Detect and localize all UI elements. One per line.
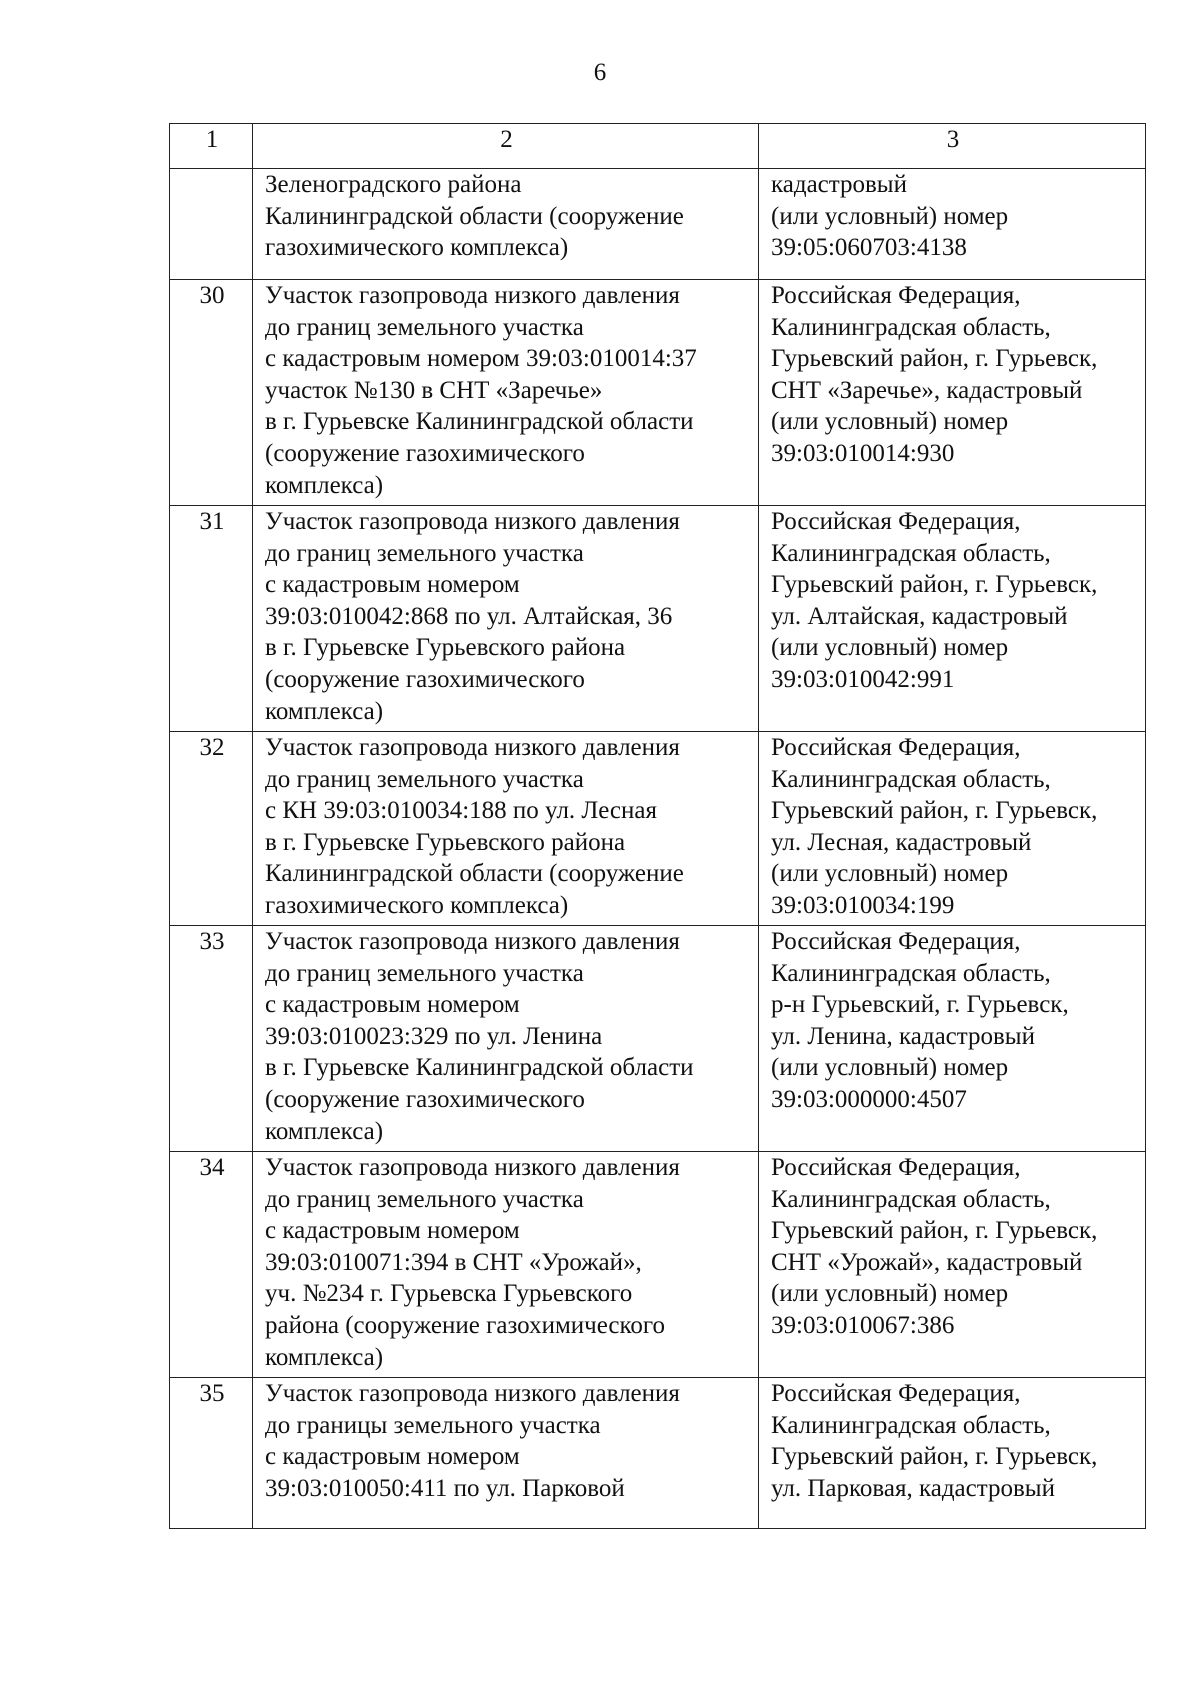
table-row	[170, 280, 1146, 506]
text-line: до границ земельного участка	[265, 313, 584, 341]
object-description	[253, 1152, 759, 1378]
text-line: в г. Гурьевске Гурьевского района	[265, 828, 626, 856]
text-line: Гурьевский район, г. Гурьевск,	[771, 1443, 1098, 1471]
text-line: (сооружение газохимического	[265, 1085, 585, 1113]
text-line: Российская Федерация,	[771, 928, 1021, 955]
row-number: 30	[170, 280, 253, 506]
text-line: с кадастровым номером 39:03:010014:37	[265, 345, 697, 373]
row-number: 33	[170, 926, 253, 1152]
text-line: Калининградская область,	[771, 1185, 1051, 1213]
text-line: 39:03:010071:394 в СНТ «Урожай»,	[265, 1248, 642, 1276]
row-number: 34	[170, 1152, 253, 1378]
text-line: (или условный) номер	[771, 1054, 1009, 1082]
object-address	[759, 1152, 1146, 1378]
text-line: с кадастровым номером	[265, 991, 520, 1019]
text-line: в г. Гурьевске Калининградской области	[265, 408, 694, 436]
text-line: 39:03:010042:991	[771, 665, 955, 693]
text-line: Участок газопровода низкого давления	[265, 1380, 680, 1407]
text-line: (или условный) номер	[771, 1280, 1009, 1308]
text-line: (сооружение газохимического	[265, 439, 585, 467]
object-description	[253, 506, 759, 732]
text-line: Калининградской области (сооружение	[265, 860, 684, 888]
text-line: Гурьевский район, г. Гурьевск,	[771, 797, 1098, 825]
text-line: газохимического комплекса)	[265, 234, 569, 262]
text-line: Гурьевский район, г. Гурьевск,	[771, 345, 1098, 373]
row-number: 32	[170, 732, 253, 926]
text-line: в г. Гурьевске Гурьевского района	[265, 634, 626, 662]
table-row	[170, 506, 1146, 732]
text-line: Российская Федерация,	[771, 282, 1021, 309]
text-line: комплекса)	[265, 1117, 384, 1145]
text-line: до границ земельного участка	[265, 765, 584, 793]
text-line: до границ земельного участка	[265, 1185, 584, 1213]
text-line: Гурьевский район, г. Гурьевск,	[771, 1217, 1098, 1245]
text-line: 39:03:010023:329 по ул. Ленина	[265, 1022, 603, 1050]
text-line: ул. Алтайская, кадастровый	[771, 602, 1068, 630]
table-header-row	[170, 124, 1146, 169]
text-line: комплекса)	[265, 1343, 384, 1371]
text-line: 39:03:010034:199	[771, 891, 955, 919]
object-address	[759, 169, 1146, 280]
text-line: р-н Гурьевский, г. Гурьевск,	[771, 991, 1069, 1019]
text-line: (или условный) номер	[771, 634, 1009, 662]
table-row	[170, 1152, 1146, 1378]
text-line: ул. Парковая, кадастровый	[771, 1474, 1055, 1502]
row-number: 35	[170, 1378, 253, 1529]
text-line: ул. Ленина, кадастровый	[771, 1022, 1035, 1050]
text-line: СНТ «Заречье», кадастровый	[771, 376, 1083, 404]
text-line: Участок газопровода низкого давления	[265, 282, 680, 309]
text-line: Участок газопровода низкого давления	[265, 734, 680, 761]
text-line: Участок газопровода низкого давления	[265, 928, 680, 955]
text-line: ул. Лесная, кадастровый	[771, 828, 1032, 856]
object-address	[759, 280, 1146, 506]
object-description	[253, 1378, 759, 1529]
text-line: до границ земельного участка	[265, 959, 584, 987]
page-number: 6	[593, 59, 607, 86]
text-line: Российская Федерация,	[771, 508, 1021, 535]
object-description	[253, 280, 759, 506]
text-line: в г. Гурьевске Калининградской области	[265, 1054, 694, 1082]
text-line: 39:03:000000:4507	[771, 1085, 967, 1113]
text-line: Калининградская область,	[771, 765, 1051, 793]
text-line: с кадастровым номером	[265, 571, 520, 599]
text-line: Российская Федерация,	[771, 1380, 1021, 1407]
text-line: уч. №234 г. Гурьевска Гурьевского	[265, 1280, 633, 1308]
text-line: (или условный) номер	[771, 202, 1009, 230]
text-line: кадастровый	[771, 171, 907, 198]
text-line: 39:03:010014:930	[771, 439, 955, 467]
text-line: Российская Федерация,	[771, 1154, 1021, 1181]
property-table	[169, 123, 1146, 1529]
table-row	[170, 732, 1146, 926]
text-line: 39:03:010050:411 по ул. Парковой	[265, 1474, 625, 1502]
row-number	[170, 169, 253, 280]
text-line: Калининградская область,	[771, 313, 1051, 341]
text-line: участок №130 в СНТ «Заречье»	[265, 376, 603, 404]
object-description	[253, 926, 759, 1152]
text-line: района (сооружение газохимического	[265, 1311, 666, 1339]
text-line: с кадастровым номером	[265, 1217, 520, 1245]
text-line: до границ земельного участка	[265, 539, 584, 567]
text-line: Участок газопровода низкого давления	[265, 1154, 680, 1181]
text-line: Российская Федерация,	[771, 734, 1021, 761]
text-line: 39:03:010067:386	[771, 1311, 955, 1339]
text-line: Калининградской области (сооружение	[265, 202, 684, 230]
column-header-1: 1	[170, 124, 253, 169]
text-line: 39:03:010042:868 по ул. Алтайская, 36	[265, 602, 673, 630]
text-line: комплекса)	[265, 697, 384, 725]
object-address	[759, 506, 1146, 732]
text-line: (или условный) номер	[771, 860, 1009, 888]
row-number: 31	[170, 506, 253, 732]
column-header-2: 2	[253, 124, 759, 169]
object-address	[759, 1378, 1146, 1529]
object-description	[253, 732, 759, 926]
table-row	[170, 926, 1146, 1152]
text-line: Участок газопровода низкого давления	[265, 508, 680, 535]
object-description	[253, 169, 759, 280]
text-line: комплекса)	[265, 471, 384, 499]
object-address	[759, 732, 1146, 926]
table-row	[170, 169, 1146, 280]
column-header-3: 3	[759, 124, 1146, 169]
object-address	[759, 926, 1146, 1152]
text-line: (или условный) номер	[771, 408, 1009, 436]
text-line: СНТ «Урожай», кадастровый	[771, 1248, 1083, 1276]
text-line: Гурьевский район, г. Гурьевск,	[771, 571, 1098, 599]
text-line: (сооружение газохимического	[265, 665, 585, 693]
text-line: с КН 39:03:010034:188 по ул. Лесная	[265, 797, 657, 825]
text-line: 39:05:060703:4138	[771, 234, 967, 262]
text-line: Калининградская область,	[771, 539, 1051, 567]
text-line: Калининградская область,	[771, 1411, 1051, 1439]
text-line: до границы земельного участка	[265, 1411, 601, 1439]
text-line: с кадастровым номером	[265, 1443, 520, 1471]
text-line: Зеленоградского района	[265, 171, 522, 198]
text-line: Калининградская область,	[771, 959, 1051, 987]
text-line: газохимического комплекса)	[265, 891, 569, 919]
table-row	[170, 1378, 1146, 1529]
